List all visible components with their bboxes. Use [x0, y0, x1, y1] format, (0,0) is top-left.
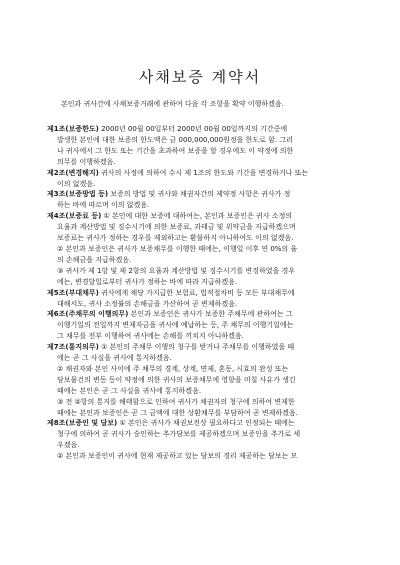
- clause-text: 2000년 00월 00일부터 2000년 00월 00일까지의 기간중에: [98, 125, 288, 133]
- clause-line: [47, 189, 364, 200]
- clause-text: ① 본인은 귀사가 채권보전상 필요하다고 인정되는 때에는: [117, 419, 295, 428]
- clause-5: [47, 288, 364, 310]
- clause-7: [47, 342, 364, 418]
- clause-line: 때에는 본인과 보증인은 곧 그 금액에 대한 상환채무를 부담하여 곧 변제하겠음.: [57, 408, 298, 417]
- clause-line: ② 본인과 보증인이 귀사에 현재 제공하고 있는 담보의 경리 제공하는 담보는 모: [57, 452, 298, 461]
- clause-heading: 제5조(부대채무): [47, 288, 99, 297]
- clause-3: [47, 189, 364, 211]
- clause-heading: 제3조(보증방법 등): [47, 190, 109, 199]
- clause-line: [47, 288, 364, 299]
- clause-6: [47, 309, 364, 342]
- clause-line: 발생한 본인에 대한 보증의 한도액은 금 000,000,000원정을 한도로 함. 그러: [57, 135, 293, 144]
- clause-line: 우겠음.: [57, 441, 80, 450]
- clause-2: [47, 168, 364, 190]
- clause-line: 하는 바에 따르며 이의 없겠음.: [57, 201, 150, 210]
- clause-line: [47, 124, 364, 135]
- clause-line: 담보물건의 변동 등이 약정에 의한 귀사의 보증채무에 영향을 미칠 사유가 생긴: [57, 375, 296, 384]
- clause-line: [47, 168, 364, 179]
- clause-1: [47, 124, 364, 168]
- clause-line: [47, 418, 364, 429]
- clause-8: [47, 418, 364, 462]
- clause-heading: 제1조(보증한도): [47, 125, 99, 133]
- clause-line: 대해서도, 귀사 소정률의 손해금을 가산하여 곧 변제하겠음.: [57, 299, 238, 308]
- clause-line: 의무를 이행하겠음.: [57, 157, 116, 166]
- clause-heading: 제6조(주채무의 이행의무): [47, 310, 129, 319]
- clause-text: 귀사에게 채당 가지급한 보험료, 법적절차비 등 모든 부대채무에: [98, 288, 295, 297]
- clause-line: 이의 없겠음.: [57, 179, 96, 188]
- clauses-body: [47, 124, 364, 462]
- clause-line: ② 채권자와 본인 사이에 주 채무의 경계, 상계, 면제, 혼동, 시효의 완성 또는: [57, 364, 289, 373]
- clause-line: 에는, 변경달일로부터 귀사가 정하는 바에 따라 지급하겠음.: [57, 277, 238, 286]
- clause-heading: 제2조(변경해지): [47, 168, 99, 177]
- clause-line: 때에는 본인은 곧 그 사실을 귀사에 통지하겠음.: [57, 386, 202, 395]
- clause-line: 요율과 계산방법 및 징수시기에 의한 보증료, 과태금 및 위약금을 지급하겠으며: [57, 223, 296, 232]
- clause-line: 보증료는 귀사가 정하는 경우를 제외하고는 환불하지 아니하여도 이의 없겠음.: [57, 234, 294, 243]
- intro-paragraph: 본인과 귀사간에 사채보증거래에 관하여 다음 각 조항을 확약 이행하겠음.: [61, 100, 284, 108]
- clause-line: 나 귀사에서 그 한도 또는 기간을 초과하여 보증을 할 경우에도 이 약정에 의한: [57, 146, 294, 155]
- clause-text: ① 본인의 주채무 이행의 청구를 받거나 주채무를 이행하였을 때: [98, 343, 295, 352]
- clause-heading: 제7조(통지의무): [47, 343, 99, 352]
- clause-line: 이행기일의 전일까지 변제자금을 귀사에 예납하는 등, 주 채무의 이행기일에는: [57, 321, 294, 330]
- clause-line: 그 채무를 전부 이행하여 귀사에는 손해를 끼치지 아니하겠음.: [57, 332, 244, 341]
- document-title: 사채보증 계약서: [138, 68, 262, 86]
- clause-heading: 제4조(보증료 등): [47, 212, 102, 221]
- clause-line: [47, 309, 364, 320]
- clause-line: ③ 전 ②항의 통지를 해태함으로 인하여 귀사가 채권자의 청구에 의하여 변제한: [57, 397, 295, 406]
- clause-text: 귀사의 사정에 의하여 수시 제 1조의 한도와 기간을 변경하거나 또는: [98, 168, 309, 177]
- clause-heading: 제8조(보증인 및 담보): [47, 419, 118, 428]
- clause-line: ② 본인과 보증인은 귀사가 보증채무를 이행한 때에는, 이행일 이후 연 0%의 율: [57, 244, 298, 253]
- clause-line: 에는 곧 그 사실을 귀사에 통지하겠음.: [57, 354, 172, 363]
- clause-text: 보증의 방법 및 귀사와 채권자간의 제약정 사항은 귀사가 정: [108, 190, 291, 199]
- clause-text: 본인과 보증인은 귀사가 보증한 주채무에 관하여는 그: [128, 310, 293, 319]
- clause-line: ③ 귀사가 제 1항 및 제 2항의 요율과 계산방법 및 징수시기를 변경하였을 경우: [57, 266, 295, 275]
- clause-text: ① 본인에 대한 보증에 대하여는, 본인과 보증인은 귀사 소정의: [101, 212, 293, 221]
- clause-line: [47, 211, 364, 222]
- clause-line: 의 손해금을 지급하겠음.: [57, 255, 132, 264]
- clause-4: [47, 211, 364, 287]
- clause-line: [47, 342, 364, 353]
- clause-line: 청구에 의하여 곧 귀사가 승인하는 추가담보를 제공하겠으며 보증인을 추가로 세: [57, 430, 301, 439]
